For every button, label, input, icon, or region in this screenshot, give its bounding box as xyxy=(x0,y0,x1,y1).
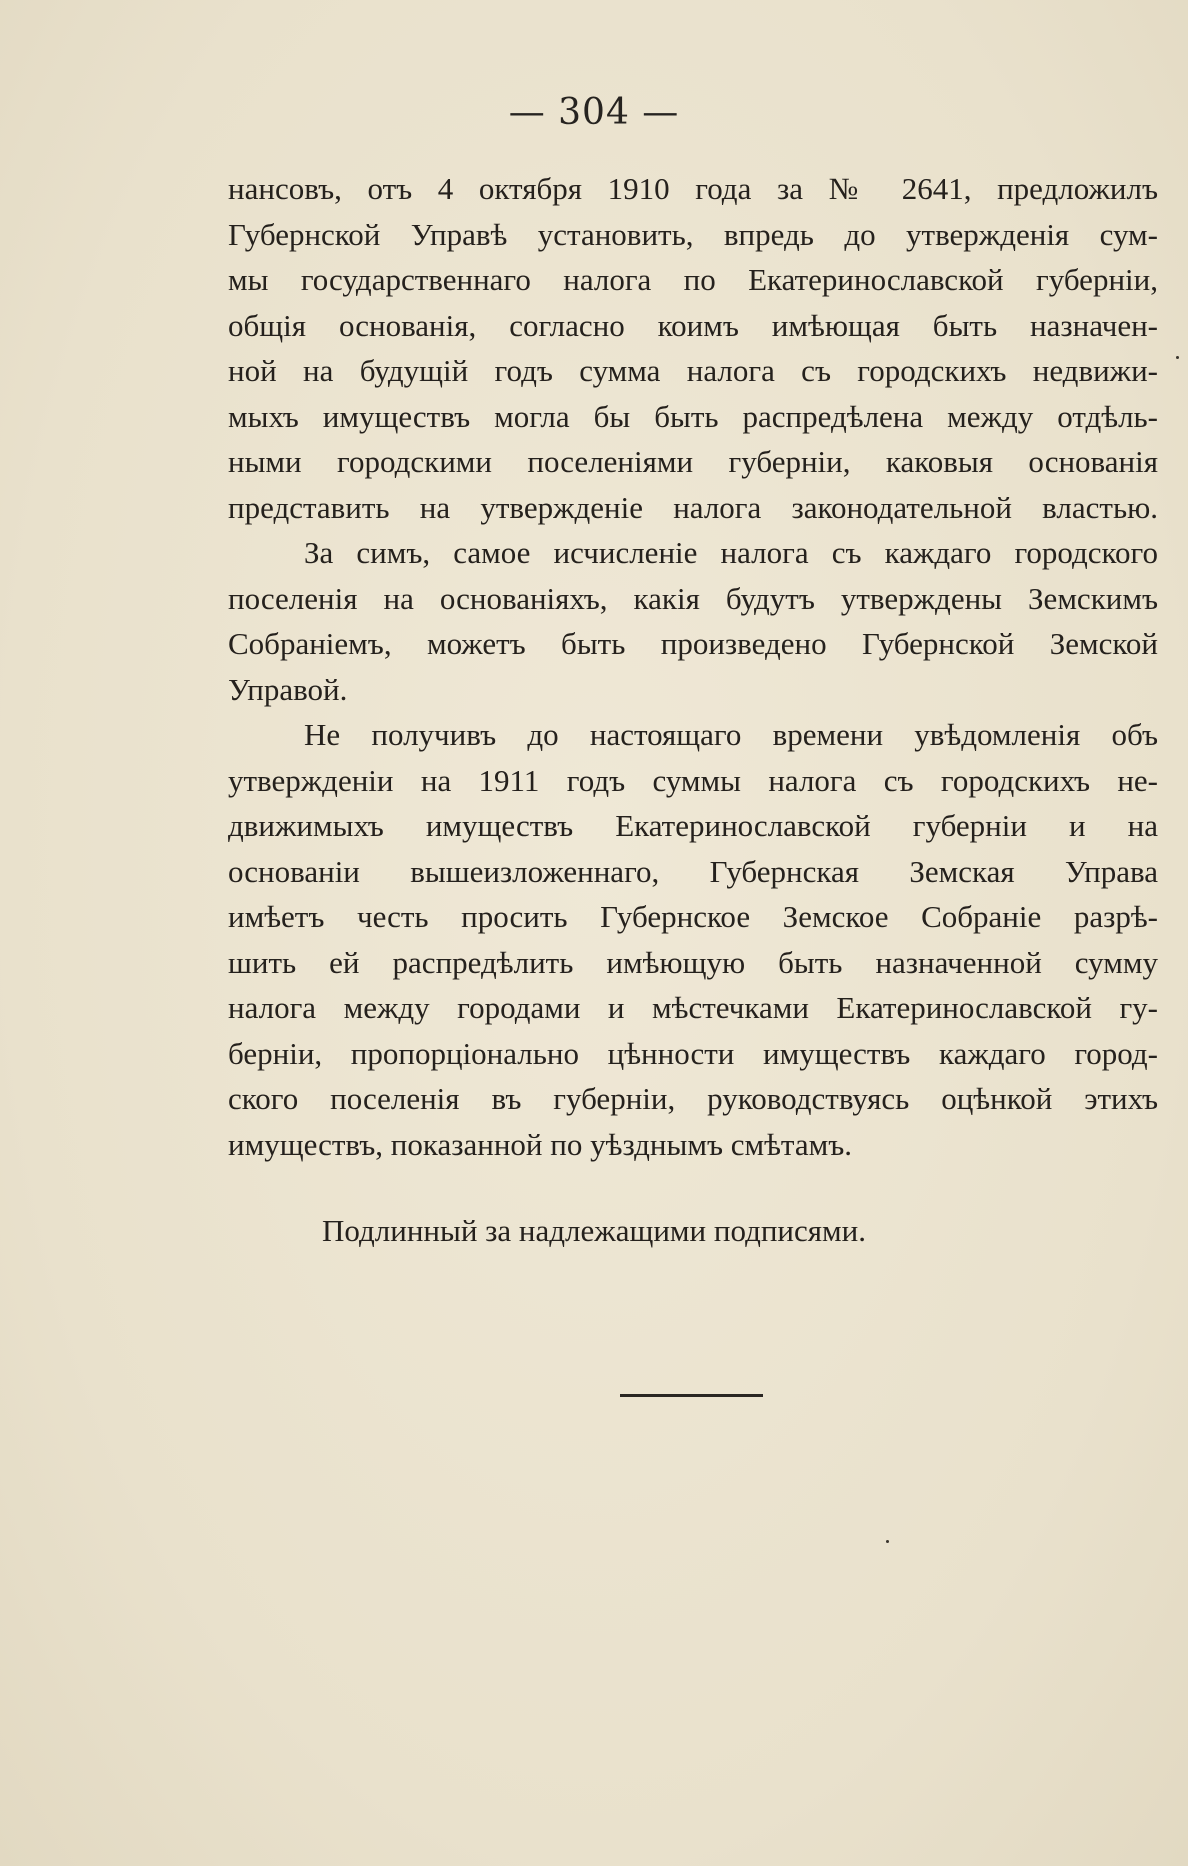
text-line: имѣетъ честь просить Губернское Земское Собраніе разрѣ- xyxy=(228,899,1158,934)
text-line: Губернской Управѣ установить, впредь до утвержденія сум- xyxy=(228,216,1158,252)
paragraph xyxy=(228,166,1158,530)
text-line: ной на будущій годъ сумма налога съ городскихъ недвижи- xyxy=(228,353,1158,388)
text-line: движимыхъ имуществъ Екатеринославской губерніи и на xyxy=(228,808,1158,843)
text-line: утвержденіи на 1911 годъ суммы налога съ городскихъ не- xyxy=(228,762,1158,798)
text-line: поселенія на основаніяхъ, какія будутъ утверждены Земскимъ xyxy=(228,580,1158,616)
text-line: мы государственнаго налога по Екатеринославской губерніи, xyxy=(228,262,1158,297)
text-line: имуществъ, показанной по уѣзднымъ смѣтамъ. xyxy=(228,1126,853,1162)
text-line: шить ей распредѣлить имѣющую быть назначенной сумму xyxy=(228,944,1158,980)
text-line: Собраніемъ, можетъ быть произведено Губернской Земской xyxy=(228,626,1158,661)
text-line: берніи, пропорціонально цѣнности имуществъ каждаго город- xyxy=(228,1035,1158,1071)
paragraph xyxy=(228,530,1158,712)
text-line: общія основанія, согласно коимъ имѣющая быть назначен- xyxy=(228,307,1158,343)
horizontal-rule xyxy=(620,1394,763,1397)
text-line: мыхъ имуществъ могла бы быть распредѣлена между отдѣль- xyxy=(228,398,1158,434)
paragraph xyxy=(228,712,1158,1167)
text-line: нансовъ, отъ 4 октября 1910 года за № 2641, предложилъ xyxy=(228,171,1158,206)
text-line: основаніи вышеизложеннаго, Губернская Земская Управа xyxy=(228,853,1158,889)
page-number: — 304 — xyxy=(508,92,680,133)
text-line: ными городскими поселеніями губерніи, каковыя основанія xyxy=(228,444,1158,479)
text-line: налога между городами и мѣстечками Екатеринославской гу- xyxy=(228,990,1158,1025)
paper-speck xyxy=(886,1540,889,1543)
text-line: Не получивъ до настоящаго времени увѣдомленія объ xyxy=(304,717,1158,752)
signature-note: Подлинный за надлежащими подписями. xyxy=(322,1213,866,1248)
text-line: За симъ, самое исчисленіе налога съ каждаго городского xyxy=(304,535,1158,570)
text-line: представить на утвержденіе налога законодательной властью. xyxy=(228,489,1158,525)
body-text xyxy=(228,166,1158,1167)
text-line: ского поселенія въ губерніи, руководствуясь оцѣнкой этихъ xyxy=(228,1081,1158,1116)
text-line: Управой. xyxy=(228,671,348,707)
paper-speck xyxy=(1176,356,1179,359)
